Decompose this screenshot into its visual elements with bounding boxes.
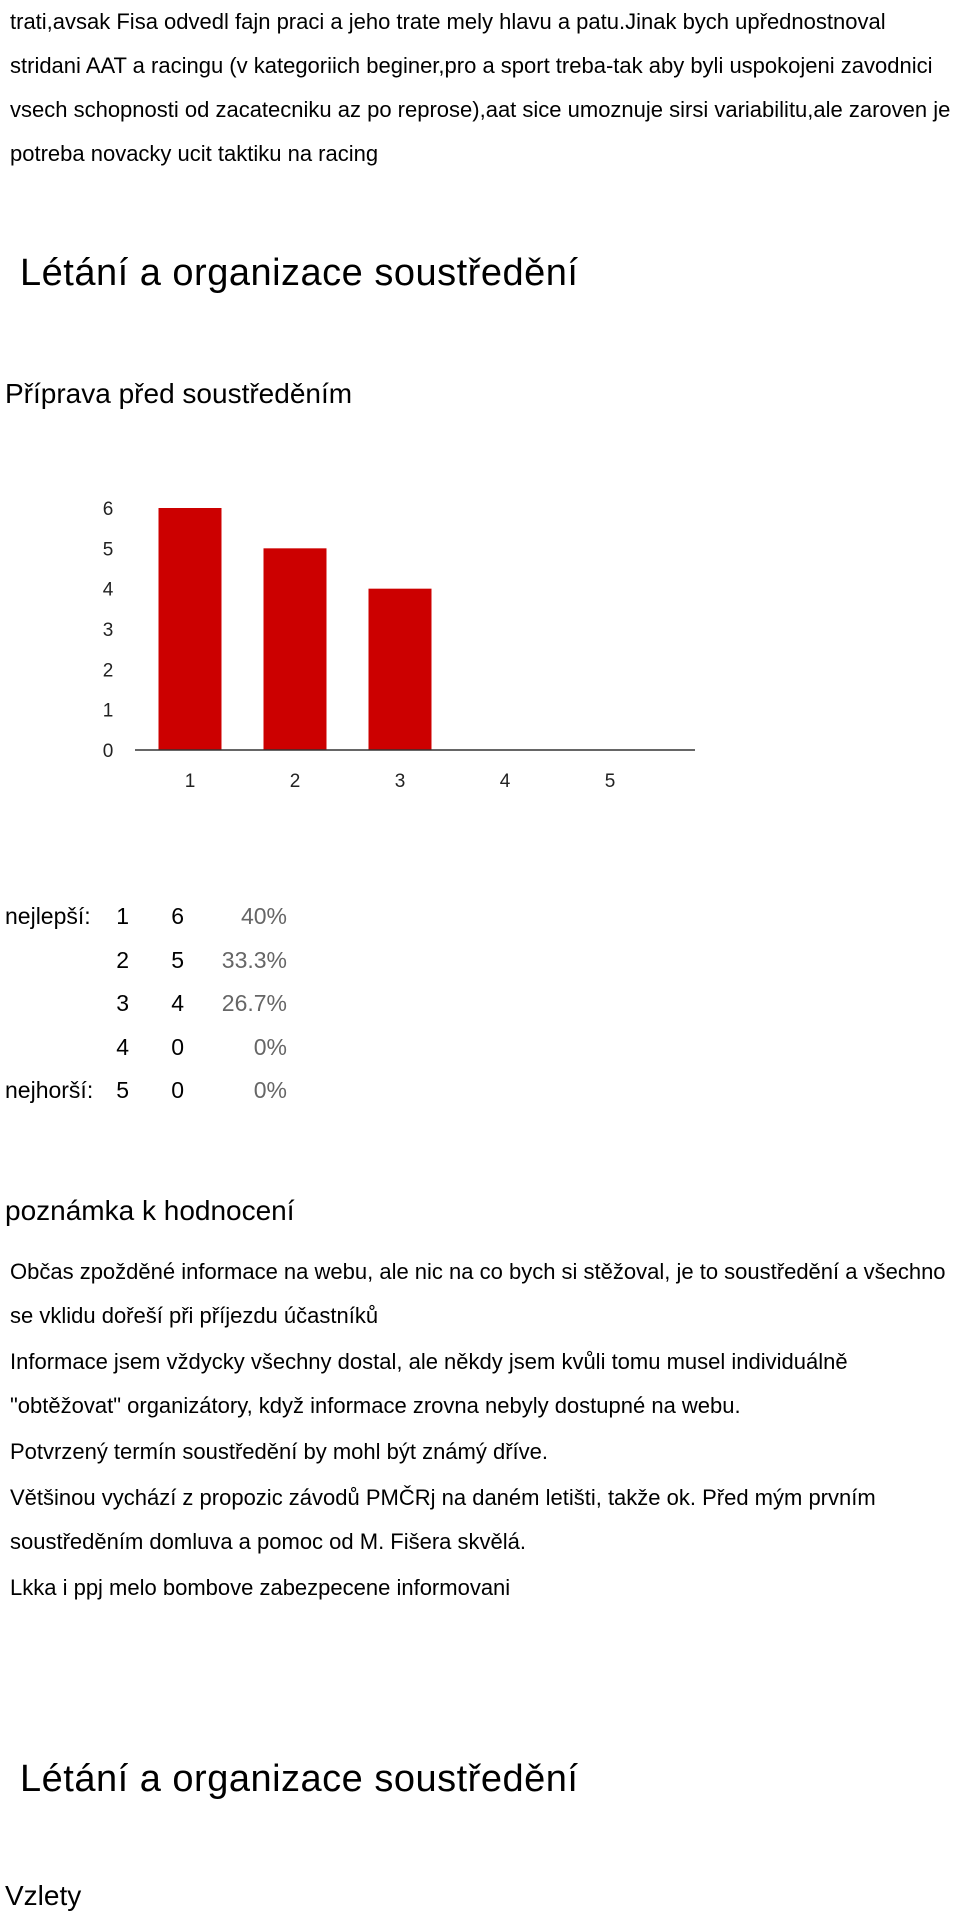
note-item: Potvrzený termín soustředění by mohl být známý dříve.: [10, 1439, 549, 1464]
intro-text: [10, 0, 955, 176]
stat-percent: 0%: [253, 1077, 287, 1104]
y-tick-label: 1: [102, 700, 114, 722]
section-title: Létání a organizace soustředění: [20, 252, 579, 294]
stat-rank: 2: [116, 946, 129, 973]
y-tick-label: 6: [102, 499, 114, 520]
note-item: Většinou vychází z propozic závodů PMČRj na daném letišti, takže ok. Před mým prvním soustředěním domluva a pomoc od M. Fišera skvělá.: [10, 1485, 876, 1554]
bar: [159, 508, 222, 750]
stat-count: 4: [171, 990, 184, 1017]
x-tick-label: 4: [499, 771, 511, 792]
bar-chart: [0, 470, 700, 810]
question-title: Vzlety: [5, 1880, 82, 1911]
stat-label: nejlepší:: [5, 903, 91, 930]
stat-label: [5, 982, 109, 1026]
x-tick-label: 1: [184, 771, 196, 792]
stats-row: [5, 939, 287, 983]
y-axis-ticks: [103, 499, 114, 762]
bars: [159, 508, 432, 750]
stats-row: [5, 1069, 287, 1113]
stat-count: 6: [171, 903, 184, 930]
stat-percent: 26.7%: [221, 990, 287, 1017]
note-item: Lkka i ppj melo bombove zabezpecene informovani: [10, 1575, 511, 1600]
stats-table: [5, 895, 287, 1113]
stats-row: [5, 982, 287, 1026]
bar: [264, 548, 327, 750]
stat-rank: 3: [116, 990, 129, 1017]
notes-heading: poznámka k hodnocení: [5, 1195, 295, 1226]
y-tick-label: 4: [102, 579, 114, 601]
stat-rank: 1: [116, 903, 129, 930]
x-axis-ticks: [185, 771, 616, 792]
stat-count: 5: [171, 946, 184, 973]
x-tick-label: 2: [289, 771, 301, 792]
note-item: Informace jsem vždycky všechny dostal, ale někdy jsem kvůli tomu musel individuálně "obtěžovat" organizátory, když informace zrovna nebyly dostupné na webu.: [10, 1349, 848, 1418]
stat-rank: 5: [116, 1077, 129, 1104]
stat-count: 0: [171, 1077, 184, 1104]
stat-label: nejhorší:: [5, 1077, 94, 1104]
stat-label: [5, 939, 109, 983]
section-title: Létání a organizace soustředění: [20, 1758, 579, 1800]
note-item: Občas zpožděné informace na webu, ale nic na co bych si stěžoval, je to soustředění a všechno se vklidu dořeší při příjezdu účastníků: [10, 1259, 946, 1328]
stat-rank: 4: [116, 1033, 129, 1060]
stats-row: [5, 895, 287, 939]
y-tick-label: 0: [102, 741, 114, 762]
intro-paragraph: trati,avsak Fisa odvedl fajn praci a jeho trate mely hlavu a patu.Jinak bych upřednostnoval stridani AAT a racingu (v kategoriich beginer,pro a sport treba-tak aby byli uspokojeni zavodnici vsech schopnosti od zacatecniku az po reprose),aat sice umoznuje sirsi variabilitu,ale zaroven je potreba novacky ucit taktiku na racing: [10, 9, 951, 166]
stat-count: 0: [171, 1033, 184, 1060]
stat-percent: 0%: [253, 1033, 287, 1060]
stats-row: [5, 1026, 287, 1070]
stat-label: [5, 1026, 109, 1070]
x-tick-label: 5: [604, 771, 616, 792]
bar: [369, 589, 432, 750]
y-tick-label: 5: [102, 539, 114, 561]
notes-list: [10, 1250, 950, 1612]
x-tick-label: 3: [394, 771, 406, 792]
stat-percent: 40%: [240, 903, 287, 930]
stat-percent: 33.3%: [221, 946, 287, 973]
question-title: Příprava před soustředěním: [5, 378, 353, 409]
y-tick-label: 3: [102, 620, 114, 641]
y-tick-label: 2: [102, 660, 114, 682]
